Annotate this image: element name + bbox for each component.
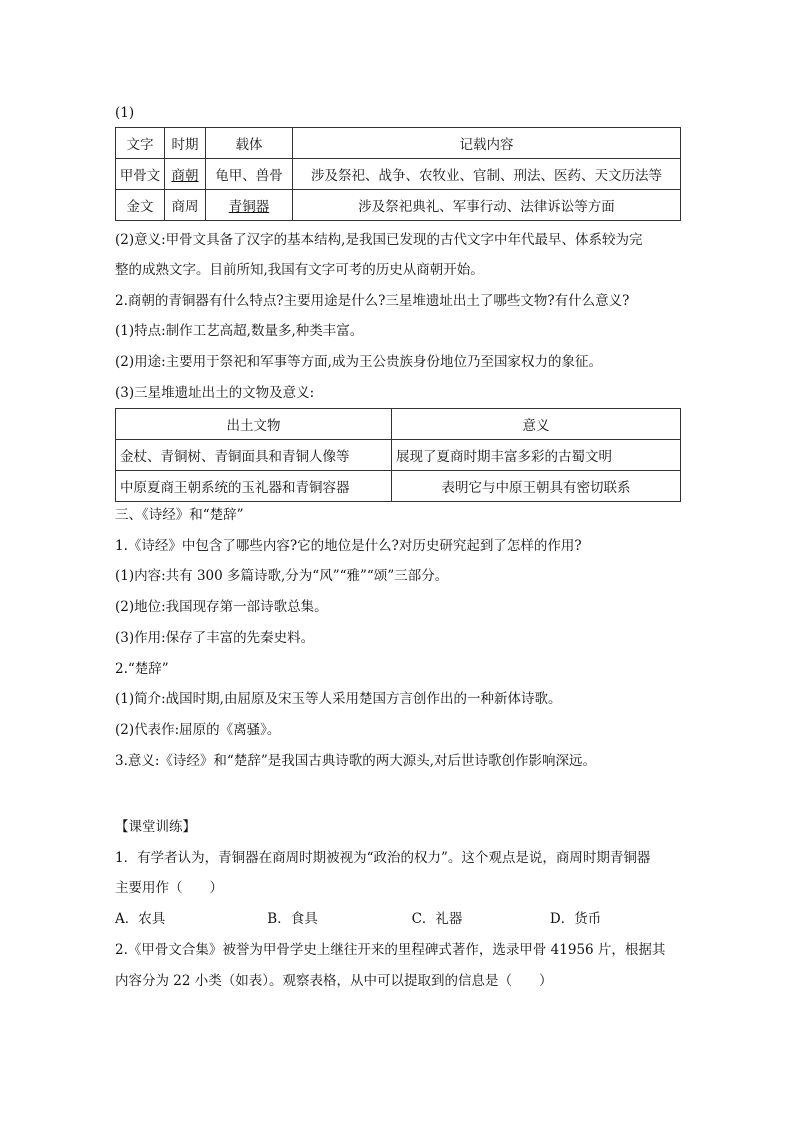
paragraph: (2)代表作:屈原的《离骚》。 xyxy=(115,722,281,738)
option-a[interactable]: A．农具 xyxy=(115,911,166,927)
option-b[interactable]: B．食具 xyxy=(267,911,318,927)
table-cell: 商周 xyxy=(165,190,206,221)
paragraph: (1)特点:制作工艺高超,数量多,种类丰富。 xyxy=(115,323,364,339)
table-row xyxy=(116,190,681,221)
training-title: 【课堂训练】 xyxy=(115,819,196,835)
question-heading: 1.《诗经》中包含了哪些内容?它的地位是什么?对历史研究起到了怎样的作用? xyxy=(115,538,582,554)
table-row xyxy=(116,471,681,502)
table-header-cell: 意义 xyxy=(392,409,681,440)
paragraph: (2)用途:主要用于祭祀和军事等方面,成为王公贵族身份地位乃至国家权力的象征。 xyxy=(115,354,602,370)
paragraph: (1)内容:共有 300 多篇诗歌,分为“风”“雅”“颂”三部分。 xyxy=(115,568,449,584)
table-row xyxy=(116,440,681,471)
table-header-row xyxy=(116,409,681,440)
sanxingdui-table xyxy=(115,408,681,502)
table-cell: 青铜器 xyxy=(206,190,293,221)
table-header-row xyxy=(116,128,681,159)
table-cell: 中原夏商王朝系统的玉礼器和青铜容器 xyxy=(116,471,392,502)
table-cell: 商朝 xyxy=(165,159,206,190)
table-cell: 表明它与中原王朝具有密切联系 xyxy=(392,471,681,502)
table-header-cell: 记载内容 xyxy=(293,128,681,159)
paragraph: (1)简介:战国时期,由屈原及宋玉等人采用楚国方言创作出的一种新体诗歌。 xyxy=(115,691,562,707)
exercise-2-text: 2.《甲骨文合集》被誉为甲骨学史上继往开来的里程碑式著作，选录甲骨 41956 片，根据其 xyxy=(115,942,666,958)
table-cell: 展现了夏商时期丰富多彩的古蜀文明 xyxy=(392,440,681,471)
table-cell: 涉及祭祀典礼、军事行动、法律诉讼等方面 xyxy=(293,190,681,221)
paragraph: (2)意义:甲骨文具备了汉字的基本结构,是我国已发现的古代文字中年代最早、体系较为完 xyxy=(115,232,643,248)
paragraph: 3.意义:《诗经》和“楚辞”是我国古典诗歌的两大源头,对后世诗歌创作影响深远。 xyxy=(115,753,597,769)
option-d[interactable]: D．货币 xyxy=(549,911,602,927)
exercise-2-text: 内容分为 22 小类（如表）。观察表格，从中可以提取到的信息是（ ） xyxy=(115,973,553,989)
table-header-cell: 载体 xyxy=(206,128,293,159)
exercise-1-text: 主要用作（ ） xyxy=(115,880,223,896)
table-header-cell: 文字 xyxy=(116,128,165,159)
exercise-1-text: 1．有学者认为，青铜器在商周时期被视为“政治的权力”。这个观点是说，商周时期青铜器 xyxy=(115,850,651,866)
option-c[interactable]: C．礼器 xyxy=(411,911,463,927)
paragraph: (3)三星堆遗址出土的文物及意义: xyxy=(115,385,315,401)
question-heading: 2.商朝的青铜器有什么特点?主要用途是什么?三星堆遗址出土了哪些文物?有什么意义? xyxy=(115,293,630,309)
table-header-cell: 出土文物 xyxy=(116,409,392,440)
paragraph: (2)地位:我国现存第一部诗歌总集。 xyxy=(115,599,328,615)
table-cell: 甲骨文 xyxy=(116,159,165,190)
table-cell: 涉及祭祀、战争、农牧业、官制、刑法、医药、天文历法等 xyxy=(293,159,681,190)
script-table xyxy=(115,127,681,221)
paragraph: (3)作用:保存了丰富的先秦史料。 xyxy=(115,630,315,646)
section-heading: 三、《诗经》和“楚辞” xyxy=(115,507,244,523)
table1-label: (1) xyxy=(115,105,135,121)
paragraph: 整的成熟文字。目前所知,我国有文字可考的历史从商朝开始。 xyxy=(115,262,484,278)
table-cell: 龟甲、兽骨 xyxy=(206,159,293,190)
table-cell: 金杖、青铜树、青铜面具和青铜人像等 xyxy=(116,440,392,471)
table-cell: 金文 xyxy=(116,190,165,221)
question-heading: 2.“楚辞” xyxy=(115,661,169,677)
exercise-1-options xyxy=(115,910,601,928)
table-header-cell: 时期 xyxy=(165,128,206,159)
table-row xyxy=(116,159,681,190)
